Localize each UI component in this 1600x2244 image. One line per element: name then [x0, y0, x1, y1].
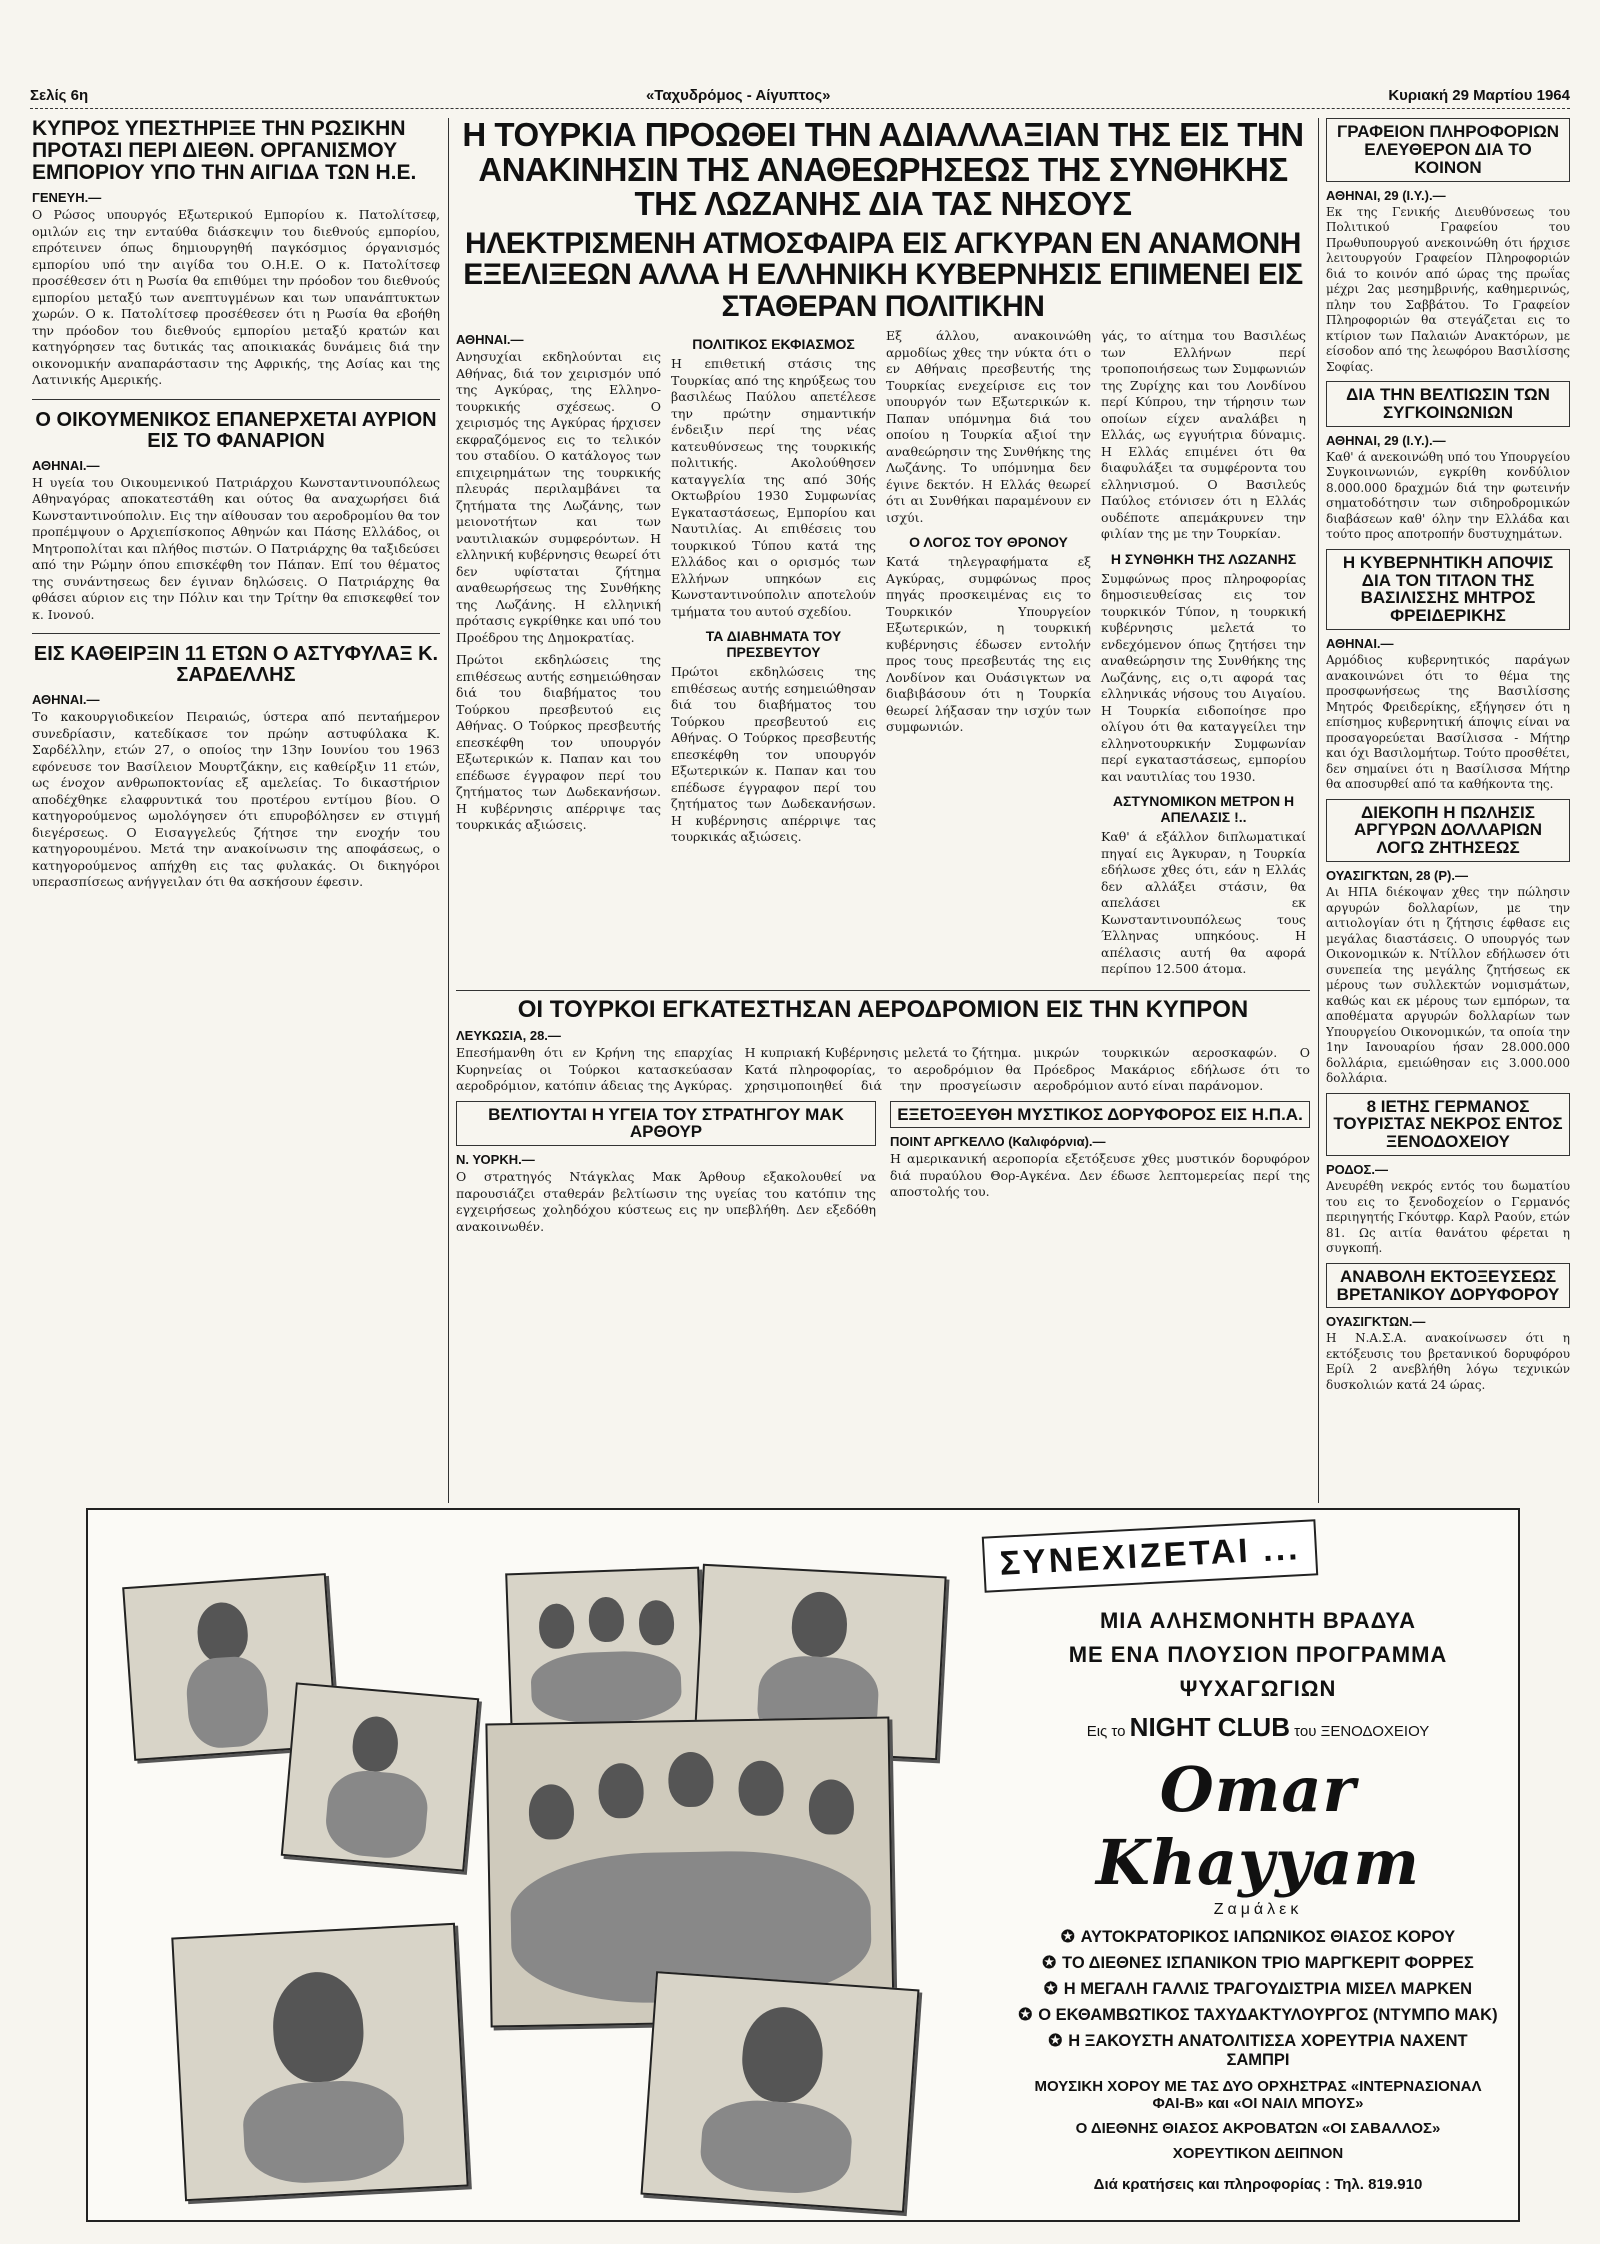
article-body: γάς, το αίτημα του Βασιλέως των Ελλήνων περί τροποποιήσεως των Συμφωνιών της Ζυρίχης και του Λονδίνου περί Κύπρου, την τήρησιν των οποίων είχεν αναλάβει η Ελλάς, ως εγγυήτρια δύναμις. Η Ελλάς επιμένει ότι θα διαφυλάξει τα συμφέροντα του ελληνισμού. Ο Βασιλεύς Παύλος ετόνισεν ότι η Ελλάς ουδέποτε απεμάκρυνεν την φιλίαν της με την Τουρκίαν.: [1101, 328, 1306, 542]
article-body: Εξ άλλου, ανακοινώθη αρμοδίως χθες την νύκτα ότι ο εν Αθήναις πρεσβευτής της Τουρκίας ενεχείρισε εις τον υπουργόν των Εξωτερικών κ. Παπαν υπόμνημα διά του οποίου η Τουρκία αξιοί την αναθεώρησιν της Συνθήκης της Λωζάνης. Το υπόμνημα δεν έγινε δεκτόν. Η Ελλάς θεωρεί ότι αι Συνθήκαι παραμένουν εν ισχύι.: [886, 328, 1091, 525]
cyprus-russia-headline: ΚΥΠΡΟΣ ΥΠΕΣΤΗΡΙΞΕ ΤΗΝ ΡΩΣΙΚΗΝ ΠΡΟΤΑΣΙ ΠΕΡΙ ΔΙΕΘΝ. ΟΡΓΑΝΙΣΜΟΥ ΕΜΠΟΡΙΟΥ ΥΠΟ ΤΗΝ ΑΙΓΙΔΑ ΤΩΝ Η.Ε.: [32, 118, 417, 185]
article-body: Εκ της Γενικής Διευθύνσεως του Πολιτικού Γραφείου του Πρωθυπουργού ανεκοινώθη ότι ήρχισε λειτουργούν Γραφείον Πληροφοριών διά το κοινόν από ώρας της πρωΐας μέχρι 2ας μεσημβρινής, καθημερινώς, πλην του Σαββάτου. Το Γραφείον Πληροφοριών θα στεγάζεται εις το κτίριον των Παλαιών Ανακτόρων, με είσοδον από της λεωφόρου Βασιλίσσης Σοφίας.: [1326, 204, 1570, 374]
dateline: ΑΘΗΝΑΙ, 29 (Ι.Υ.).—: [1326, 432, 1446, 448]
satellite-headline: ΕΞΕΤΟΞΕΥΘΗ ΜΥΣΤΙΚΟΣ ΔΟΡΥΦΟΡΟΣ ΕΙΣ Η.Π.Α.: [890, 1101, 1310, 1129]
main-story: [456, 118, 1310, 1503]
column-rule: [1318, 118, 1319, 1503]
dateline: ΑΘΗΝΑΙ.—: [456, 332, 524, 348]
article-body: Ανησυχίαι εκδηλούνται εις Αθήνας, διά τον χειρισμόν υπό της Αγκύρας, της Ελληνο-τουρκικής σχέσεως. Ο χειρισμός της Αγκύρας ήρχισεν εκφραζόμενος εις το τελικόν του σταδίου. Ο κατάλογος των επιχειρημάτων της τουρκικής πλευράς περιλαμβάνει τα ζητήματα της Λωζάνης, των μειονοτήτων και των ναυτιλιακών συμφερόντων. Η ελληνική κυβέρνησις θεωρεί ότι δεν υφίσταται ζήτημα αναθεωρήσεως της Συνθήκης της Λωζάνης. Η ελληνική πρότασις εγκρίθηκε και υπό του Προέδρου της Δημοκρατίας.: [456, 349, 661, 645]
dateline: ΛΕΥΚΩΣΙΑ, 28.—: [456, 1028, 561, 1044]
ad-text: [1018, 1608, 1498, 2193]
ambassador-subhead: ΤΑ ΔΙΑΒΗΜΑΤΑ ΤΟΥ ΠΡΕΣΒΕΥΤΟΥ: [705, 628, 842, 661]
club-prefix: Εις το: [1086, 1723, 1126, 1740]
article-body: Πρώτοι εκδηλώσεις της επιθέσεως αυτής εσημειώθησαν διά του διαβήματος του Τούρκου πρεσβευτού εις Αθήνας. Ο Τούρκος πρεσβευτής επεσκέφθη τον υπουργόν Εξωτερικών κ. Παπαν και του επέδωσε έγγραφον περί του ζητήματος των Δωδεκανήσων. Η κυβέρνησις απέρριψε τας τουρκικάς αξιώσεις.: [456, 652, 661, 833]
dancer-photo: [281, 1682, 479, 1871]
star-icon: ✪: [1042, 1954, 1057, 1972]
article-body: Καθ' ά ανεκοινώθη υπό του Υπουργείου Συγκοινωνιών, εγκρίθη κονδύλιον 8.000.000 δραχμών διά την φωτεινήν σηματοδότησιν των σιδηροδρομικών διαβάσεων καθ' όλην την Ελλάδα και τούτο προς αποτροπήν δυστυχημάτων.: [1326, 449, 1570, 542]
act-item: ✪ Ο ΕΚΘΑΜΒΩΤΙΚΟΣ ΤΑΧΥΔΑΚΤΥΛΟΥΡΓΟΣ (ΝΤΥΜΠΟ ΜΑΚ): [1018, 2006, 1498, 2024]
article-body: Αι ΗΠΑ διέκοψαν χθες την πώλησιν αργυρών δολλαρίων, με την αιτιολογίαν ότι η ζήτησις έφθασε εις μεγάλας διαστάσεις. Ο υπουργός των Οικονομικών κ. Ντίλλον εδήλωσεν ότι συνεπεία της μεγάλης ζητήσεως εκ μέρους των συλλεκτών νομισμάτων, καθώς και εκ μέρους των εμπόρων, τα αποθέματα αργυρών δολλαρίων των Υπουργείου Οικονομικών, τα οποία την 1ην Ιανουαρίου ήσαν 28.000.000 δολλάρια, εμειώθησαν εις 3.000.000 δολλάρια.: [1326, 885, 1570, 1086]
section-rule: [456, 990, 1310, 991]
singer-photo: [171, 1923, 468, 2202]
expulsion-subhead: ΑΣΤΥΝΟΜΙΚΟΝ ΜΕΤΡΟΝ Η ΑΠΕΛΑΣΙΣ !..: [1112, 793, 1295, 826]
queen-title-headline: Η ΚΥΒΕΡΝΗΤΙΚΗ ΑΠΟΨΙΣ ΔΙΑ ΤΟΝ ΤΙΤΛΟΝ ΤΗΣ ΒΑΣΙΛΙΣΣΗΣ ΜΗΤΡΟΣ ΦΡΕΙΔΕΡΙΚΗΣ: [1326, 549, 1570, 630]
main-subheadline: ΗΛΕΚΤΡΙΣΜΕΝΗ ΑΤΜΟΣΦΑΙΡΑ ΕΙΣ ΑΓΚΥΡΑΝ ΕΝ ΑΝΑΜΟΝΗ ΕΞΕΛΙΞΕΩΝ ΑΛΛΑ Η ΕΛΛΗΝΙΚΗ ΚΥΒΕΡΝΗΣΙΣ ΕΠΙΜΕΝΕΙ ΕΙΣ ΣΤΑΘΕΡΑΝ ΠΟΛΙΤΙΚΗΝ: [463, 226, 1303, 323]
nightclub-advertisement: [86, 1508, 1520, 2222]
main-col-4: [1101, 328, 1306, 984]
article-body: Επεσήμανθη ότι εν Κρήνη της επαρχίας Κυρηνείας οι Τούρκοι κατασκεύασαν αεροδρόμιον, κατόπιν άδειας της Αγκύρας. Η κυπριακή Κυβέρνησις μελετά το ζήτημα. Κατά πληροφορίας, το αεροδρόμιον θα χρησιμοποιηθεί διά την προσγείωσιν μικρών τουρκικών αεροσκαφών. Ο Πρόεδρος Μακάριος εδήλωσε ότι το αεροδρόμιον αυτό είναι παράνομον.: [456, 1045, 1310, 1094]
article-body: Συμφώνως προς πληροφορίας δημοσιευθείσας εις τον τουρκικόν Τύπον, η τουρκική κυβέρνησις μελετά το ενδεχόμενον όπως ζητήσει την αναθεώρησιν της Συνθήκης της Λωζάνης, εις ο,τι αφορά τας ελληνικάς νήσους του Αιγαίου. Η Τουρκία ειδοποίησε προ ολίγου ότι θα καταγγείλει την ελληνοτουρκικήν Συμφωνίαν περί εγκαταστάσεως, εμπορίου και ναυτιλίας του 1930.: [1101, 570, 1306, 784]
article-body: Ο Ρώσος υπουργός Εξωτερικού Εμπορίου κ. Πατολίτσεφ, ομιλών εις την ενταύθα διάσκεψιν του διεθνούς εμπορίου, επρότεινεν όπως δημιουργηθή παγκόσμιος όργανισμός εμπορίου υπό την αιγίδα του Ο.Η.Ε. Ο κ. Πατολίτσεφ προσέθεσεν ότι η Ρωσία θα επιθύμει την πρόοδον του διεθνούς εμπορίου μεταξύ των ανεπτυγμένων και των υπανάπτυκτων χωρών. Ο κ. Πατολίτσεφ προσέθεσεν ότι η Ρωσία θα εβοήθη την πρόοδον του διεθνούς εμπορίου μεταξύ κρατών και κατηγόρησεν τας δυτικάς τας αποικιακάς δυνάμεις διά την οικονομικήν αναπαράστασιν της Αφρικής, της Ασίας και της Λατινικής Αμερικής.: [32, 207, 440, 388]
dateline: ΑΘΗΝΑΙ.—: [32, 692, 100, 708]
main-col-1: [456, 328, 661, 984]
issue-date: Κυριακή 29 Μαρτίου 1964: [1388, 86, 1570, 104]
dateline: ΓΕΝΕΥΗ.—: [32, 190, 102, 206]
main-headline: Η ΤΟΥΡΚΙΑ ΠΡΟΩΘΕΙ ΤΗΝ ΑΔΙΑΛΛΑΞΙΑΝ ΤΗΣ ΕΙΣ ΤΗΝ ΑΝΑΚΙΝΗΣΙΝ ΤΗΣ ΑΝΑΘΕΩΡΗΣΕΩΣ ΤΗΣ ΣΥΝΘΗΚΗΣ ΤΗΣ ΛΩΖΑΝΗΣ ΔΙΑ ΤΑΣ ΝΗΣΟΥΣ: [462, 118, 1304, 223]
star-icon: ✪: [1018, 2006, 1033, 2024]
article-body: Ο στρατηγός Ντάγκλας Μακ Άρθουρ εξακολουθεί να παρουσιάζει σταθεράν βελτίωσιν της υγείας του κατόπιν της εγχειρήσεως χοληδόχου κύστεως εις ην υπεβλήθη. Δεν εξεδόθη ανακοινωθέν.: [456, 1169, 876, 1234]
main-col-3: [886, 328, 1091, 984]
info-office-headline: ΓΡΑΦΕΙΟΝ ΠΛΗΡΟΦΟΡΙΩΝ ΕΛΕΥΘΕΡΟΝ ΔΙΑ ΤΟ ΚΟΙΝΟΝ: [1326, 118, 1570, 182]
transport-headline: ΔΙΑ ΤΗΝ ΒΕΛΤΙΩΣΙΝ ΤΩΝ ΣΥΓΚΟΙΝΩΝΙΩΝ: [1326, 381, 1570, 427]
satellite-brief: [890, 1101, 1310, 1242]
act-item: ✪ ΤΟ ΔΙΕΘΝΕΣ ΙΣΠΑΝΙΚΟΝ ΤΡΙΟ ΜΑΡΓΚΕΡΙΤ ΦΟΡΡΕΣ: [1042, 1954, 1474, 1972]
macarthur-brief: [456, 1101, 876, 1242]
dateline: ΠΟΙΝΤ ΑΡΓΚΕΛΛΟ (Καλιφόρνια).—: [890, 1134, 1106, 1150]
article-body: Η Ν.Α.Σ.Α. ανακοίνωσεν ότι η εκτόξευσις του βρετανικού δορυφόρου Ερίλ 2 ανεβλήθη λόγω τεχνικών δυσκολιών κατά 24 ώρας.: [1326, 1331, 1570, 1392]
left-column: [32, 118, 440, 1503]
dinner: ΧΟΡΕΥΤΙΚΟΝ ΔΕΙΠΝΟΝ: [1172, 2145, 1344, 2162]
article-body: Η αμερικανική αεροπορία εξετόξευσε χθες μυστικόν δορυφόρον διά πυραύλου Θορ-Αγκένα. Δεν έδωσε λεπτομερείας περί της αποστολής του.: [890, 1151, 1310, 1200]
ad-line-3: ΨΥΧΑΓΩΓΙΩΝ: [1179, 1676, 1337, 1701]
dateline: ΑΘΗΝΑΙ.—: [32, 457, 100, 473]
continues-banner: ΣΥΝΕΧΙΖΕΤΑΙ ...: [982, 1519, 1318, 1592]
dateline: ΡΟΔΟΣ.—: [1326, 1162, 1388, 1178]
club-suffix: του ΞΕΝΟΔΟΧΕΙΟΥ: [1294, 1723, 1430, 1740]
section-rule: [32, 633, 440, 634]
political-subhead: ΠΟΛΙΤΙΚΟΣ ΕΚΦΙΑΣΜΟΣ: [692, 336, 855, 353]
club-name: NIGHT CLUB: [1129, 1712, 1290, 1742]
ad-line-2: ΜΕ ΕΝΑ ΠΛΟΥΣΙΟΝ ΠΡΟΓΡΑΜΜΑ: [1068, 1642, 1448, 1667]
ad-line-1: ΜΙΑ ΑΛΗΣΜΟΝΗΤΗ ΒΡΑΔΥΑ: [1099, 1608, 1417, 1633]
main-columns: [456, 328, 1310, 984]
act-item: ✪ Η ΞΑΚΟΥΣΤΗ ΑΝΑΤΟΛΙΤΙΣΣΑ ΧΟΡΕΥΤΡΙΑ ΝΑΧΕΝΤ ΣΑΜΠΡΙ: [1048, 2032, 1468, 2069]
column-rule: [448, 118, 449, 1503]
acrobats: Ο ΔΙΕΘΝΗΣ ΘΙΑΣΟΣ ΑΚΡΟΒΑΤΩΝ «ΟΙ ΣΑΒΑΛΛΟΣ»: [1075, 2120, 1441, 2137]
lausanne-subhead: Η ΣΥΝΘΗΚΗ ΤΗΣ ΛΩΖΑΝΗΣ: [1110, 550, 1297, 567]
act-item: ✪ ΑΥΤΟΚΡΑΤΟΡΙΚΟΣ ΙΑΠΩΝΙΚΟΣ ΘΙΑΣΟΣ ΚΟΡΟΥ: [1060, 1928, 1456, 1946]
dateline: ΟΥΑΣΙΓΚΤΩΝ.—: [1326, 1314, 1426, 1330]
reservation-contact: Διά κρατήσεις και πληροφορίας : Τηλ. 819.910: [1093, 2176, 1423, 2193]
act-item: ✪ Η ΜΕΓΑΛΗ ΓΑΛΛΙΣ ΤΡΑΓΟΥΔΙΣΤΡΙΑ ΜΙΣΕΛ ΜΑΡΚΕΝ: [1043, 1980, 1473, 1998]
club-line: [1018, 1712, 1498, 1743]
right-column: [1326, 118, 1570, 1503]
airfield-headline: ΟΙ ΤΟΥΡΚΟΙ ΕΓΚΑΤΕΣΤΗΣΑΝ ΑΕΡΟΔΡΟΜΙΟΝ ΕΙΣ ΤΗΝ ΚΥΠΡΟΝ: [517, 995, 1249, 1023]
silver-dollars-headline: ΔΙΕΚΟΠΗ Η ΠΩΛΗΣΙΣ ΑΡΓΥΡΩΝ ΔΟΛΛΑΡΙΩΝ ΛΟΓΩ ΖΗΤΗΣΕΩΣ: [1326, 799, 1570, 863]
throne-speech-subhead: Ο ΛΟΓΟΣ ΤΟΥ ΘΡΟΝΟΥ: [909, 534, 1068, 551]
section-rule: [32, 399, 440, 400]
bottom-briefs: [456, 1101, 1310, 1242]
article-body: Κατά τηλεγραφήματα εξ Αγκύρας, συμφώνως προς πηγάς προσκειμένας εις το Τουρκικόν Υπουργείον Εξωτερικών, η τουρκική κυβέρνησις έδωσεν εντολήν προς τους πρεσβευτάς της εις Λονδίνον και Ουάσιγκτων να διαβιβάσουν ότι η Τουρκία θεωρεί λήξασαν την ισχύν των συμφωνιών.: [886, 554, 1091, 735]
patriarch-headline: Ο ΟΙΚΟΥΜΕΝΙΚΟΣ ΕΠΑΝΕΡΧΕΤΑΙ ΑΥΡΙΟΝ ΕΙΣ ΤΟ ΦΑΝΑΡΙΟΝ: [35, 408, 437, 452]
star-icon: ✪: [1048, 2032, 1063, 2050]
location: Ζαμάλεκ: [1213, 1901, 1303, 1918]
star-icon: ✪: [1043, 1980, 1058, 1998]
article-body: Πρώτοι εκδηλώσεις της επιθέσεως αυτής εσημειώθησαν διά του διαβήματος του Τούρκου πρεσβευτού εις Αθήνας. Ο Τούρκος πρεσβευτής επεσκέφθη τον υπουργόν Εξωτερικών κ. Παπαν και του επέδωσε έγγραφον περί του ζητήματος των Δωδεκανήσων. Η κυβέρνησις απέρριψε τας τουρκικάς αξιώσεις.: [671, 664, 876, 845]
article-body: Το κακουργιοδικείον Πειραιώς, ύστερα από πενταήμερον συνεδρίασιν, κατεδίκασε τον πρώην αστυφύλακα Κ. Σαρδέλλην, ετών 27, ο οποίος την 13ην Ιουνίου του 1963 εφόνευσε τον Βασίλειον Μουρτζάκην, εις καθείρξιν 11 ετών, ως ένοχον ανθρωποκτονίας εξ αμελείας. Το δικαστήριον αποδέχθηκε ελαφρυντικά του προτέρου εντίμου βίου. Ο κατηγορούμενος ωμολόγησεν ότι επυροβόλησεν εν στιγμή διεγέρσεως. Ο Εισαγγελεύς ζήτησε την ενοχήν του κατηγορουμένου. Μετά την ανακοίνωσιν της αποφάσεως, ο κατηγορούμενος απήχθη εις τας φυλακάς. Οι δικηγόροι υπερασπίσεως ανήγγειλαν ότι θα ασκήσουν έφεσιν.: [32, 709, 440, 890]
dateline: ΑΘΗΝΑΙ, 29 (Ι.Υ.).—: [1326, 187, 1446, 203]
newspaper-name: «Ταχυδρόμος - Αίγυπτος»: [645, 86, 831, 104]
macarthur-headline: ΒΕΛΤΙΟΥΤΑΙ Η ΥΓΕΙΑ ΤΟΥ ΣΤΡΑΤΗΓΟΥ ΜΑΚ ΑΡΘΟΥΡ: [456, 1101, 876, 1147]
sardellis-headline: ΕΙΣ ΚΑΘΕΙΡΞΙΝ 11 ΕΤΩΝ Ο ΑΣΤΥΦΥΛΑΞ Κ. ΣΑΡΔΕΛΛΗΣ: [33, 643, 439, 687]
trio-photo: [505, 1567, 705, 1738]
omar-khayyam-logo: Omar Khayyam: [1096, 1753, 1420, 1899]
article-body: Αρμόδιος κυβερνητικός παράγων ανακοινώνει ότι το θέμα της προσφωνήσεως της Βασιλίσσης Μητρός Φρειδερίκης, εξήγησεν ότι η επίσημος κυβερνητική άποψις είναι να προσαγορεύεται Βασίλισσα - Μήτηρ και όχι Βασιλομήτωρ. Τούτο προσθέτει, δεν σημαίνει ότι η Βασίλισσα Μήτηρ θα αποσυρθεί από τα καθήκοντα της.: [1326, 653, 1570, 792]
page-number: Σελίς 6η: [30, 86, 89, 104]
dateline: ΟΥΑΣΙΓΚΤΩΝ, 28 (Ρ).—: [1326, 868, 1468, 884]
tourist-headline: 8 ΙΕΤΗΣ ΓΕΡΜΑΝΟΣ ΤΟΥΡΙΣΤΑΣ ΝΕΚΡΟΣ ΕΝΤΟΣ ΞΕΝΟΔΟΧΕΙΟΥ: [1326, 1093, 1570, 1157]
article-body: Ανευρέθη νεκρός εντός του δωματίου του εις το ξενοδοχείον ο Γερμανός περιηγητής Γκόυτφρ. Καρλ Ραούν, ετών 81. Ως αιτία θανάτου φέρεται η συγκοπή.: [1326, 1179, 1570, 1256]
masthead: [30, 82, 1570, 109]
british-satellite-headline: ΑΝΑΒΟΛΗ ΕΚΤΟΞΕΥΣΕΩΣ ΒΡΕΤΑΝΙΚΟΥ ΔΟΡΥΦΟΡΟΥ: [1326, 1263, 1570, 1309]
article-body: Η υγεία του Οικουμενικού Πατριάρχου Κωνσταντινουπόλεως Αθηναγόρας αποκατεστάθη και ούτος θα αναχωρήσει διά Κωνσταντινούπολιν. Εις την αίθουσαν του αεροδρομίου θα τον προπέμψουν ο Αρχιεπίσκοπος Αθηνών και Πάσης Ελλάδος, οι Μητροπολίται και πλήθος πιστών. Ο Πατριάρχης θα ταξιδεύσει από την Ρώμην όπου επισκέφθη τον Πάπαν. Επί του θέματος της συνάντησεως δεν έγιναν δηλώσεις. Ο Πατριάρχης θα φθάσει αύριον εις την Πόλιν και την Τρίτην θα επισκεφθεί τον κ. Ινονού.: [32, 474, 440, 622]
article-body: Η επιθετική στάσις της Τουρκίας από της κηρύξεως του βασιλέως Παύλου απετέλεσε την πρώτην σημαντικήν ένδειξιν περί της νέας κατευθύνσεως της τουρκικής πολιτικής. Ακολούθησεν καταγγελία της από 30ής Οκτωβρίου 1930 Συμφωνίας Εγκαταστάσεως, Εμπορίου και Ναυτιλίας. Αι επιθέσεις του τουρκικού Τύπου κατά της Ελλάδος και ο ορισμός των Ελλήνων υπηκόων εις Κωνσταντινούπολιν αποτελούν τμήματα του αυτού σχεδίου.: [671, 356, 876, 619]
main-col-2: [671, 328, 876, 984]
dateline: Ν. ΥΟΡΚΗ.—: [456, 1152, 535, 1168]
dance-music: ΜΟΥΣΙΚΗ ΧΟΡΟΥ ΜΕ ΤΑΣ ΔΥΟ ΟΡΧΗΣΤΡΑΣ «ΙΝΤΕΡΝΑΣΙΟΝΑΛ ΦΑΙ-Β» και «ΟΙ ΝΑΙΛ ΜΠΟΥΣ»: [1034, 2078, 1482, 2112]
belly-dancer-photo: [641, 1971, 920, 2213]
star-icon: ✪: [1060, 1928, 1075, 1946]
article-body: Καθ' ά εξάλλον διπλωματικαί πηγαί εις Άγκυραν, η Τουρκία εδήλωσε χθες ότι, εάν η Ελλάς δεν αλλάξει στάσιν, θα απελάσει εκ Κωνσταντινουπόλεως τους Έλληνας υπηκόους. Η απέλασις αυτή θα αφορά περίπου 12.500 άτομα.: [1101, 829, 1306, 977]
dateline: ΑΘΗΝΑΙ.—: [1326, 636, 1394, 652]
